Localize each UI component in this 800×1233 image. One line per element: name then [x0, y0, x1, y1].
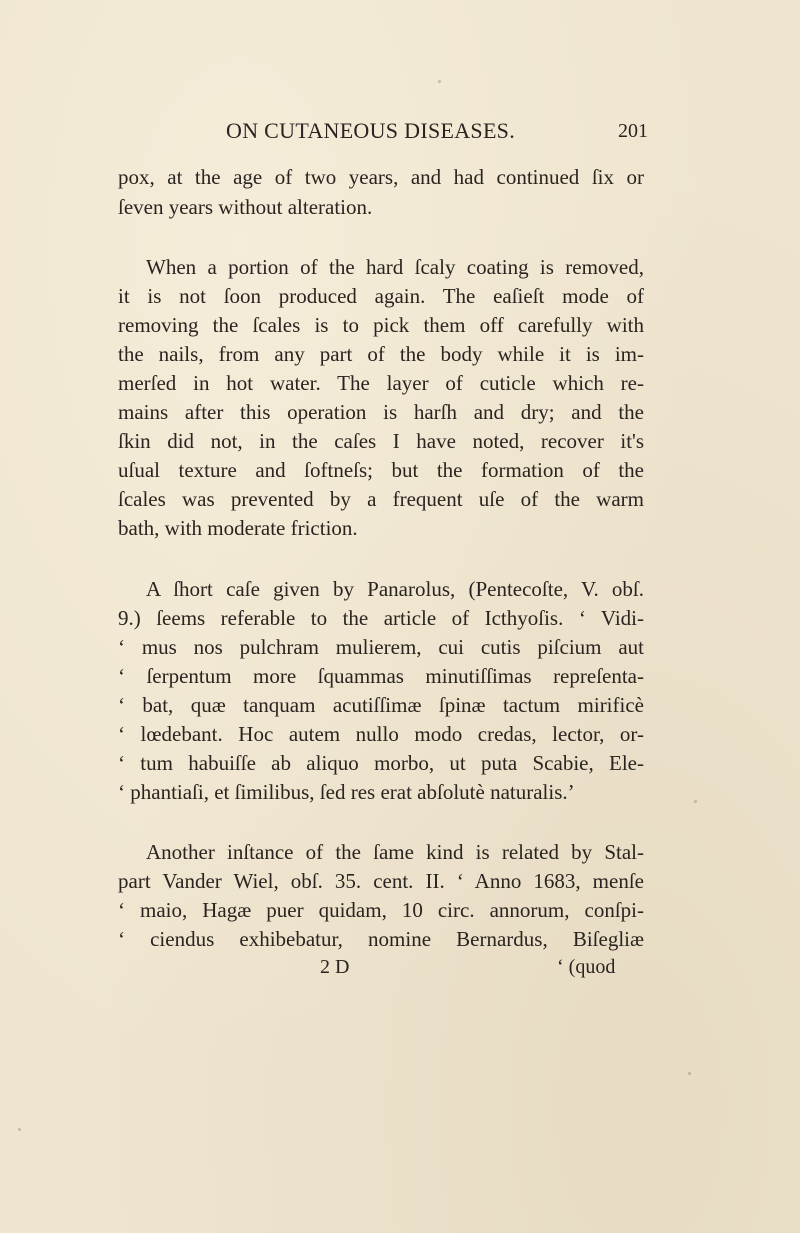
text-line: pox, at the age of two years, and had continued ſix or: [118, 165, 644, 189]
text-line: ſcales was prevented by a frequent uſe of the warm: [118, 487, 644, 511]
text-line: When a portion of the hard ſcaly coating is removed,: [146, 255, 644, 279]
paper-speck: [18, 1128, 21, 1131]
text-line: ‘ bat, quæ tanquam acutiſſimæ ſpinæ tactum mirificè: [118, 693, 644, 717]
paper-speck: [688, 1072, 691, 1075]
page-number: 201: [618, 120, 648, 142]
text-line: Another inſtance of the ſame kind is related by Stal-: [146, 840, 644, 864]
text-line: A ſhort caſe given by Panarolus, (Pentecoſte, V. obſ.: [146, 577, 644, 601]
text-line: uſual texture and ſoftneſs; but the formation of the: [118, 458, 644, 482]
text-line: it is not ſoon produced again. The eaſieſt mode of: [118, 284, 644, 308]
text-line: part Vander Wiel, obſ. 35. cent. II. ‘ Anno 1683, menſe: [118, 869, 644, 893]
text-line: ‘ tum habuiſſe ab aliquo morbo, ut puta Scabie, Ele-: [118, 751, 644, 775]
text-line: ‘ mus nos pulchram mulierem, cui cutis piſcium aut: [118, 635, 644, 659]
text-line: bath, with moderate friction.: [118, 516, 358, 540]
text-line: ‘ maio, Hagæ puer quidam, 10 circ. annorum, conſpi-: [118, 898, 644, 922]
paper-speck: [694, 800, 697, 803]
running-head: [118, 118, 648, 148]
running-title: ON CUTANEOUS DISEASES.: [226, 118, 516, 143]
text-line: ‘ lœdebant. Hoc autem nullo modo credas, lector, or-: [118, 722, 644, 746]
text-line: ſkin did not, in the caſes I have noted, recover it's: [118, 429, 644, 453]
paper-speck: [438, 80, 441, 83]
text-line: merſed in hot water. The layer of cuticle which re-: [118, 371, 644, 395]
catchword: ‘ (quod: [557, 956, 616, 978]
text-line: 9.) ſeems referable to the article of Icthyoſis. ‘ Vidi-: [118, 606, 644, 630]
text-line: removing the ſcales is to pick them off carefully with: [118, 313, 644, 337]
text-line: ‘ ciendus exhibebatur, nomine Bernardus, Biſegliæ: [118, 927, 644, 951]
signature-mark: 2 D: [320, 956, 350, 978]
text-line: ‘ ſerpentum more ſquammas minutiſſimas repreſenta-: [118, 664, 644, 688]
text-line: ‘ phantiaſi, et ſimilibus, ſed res erat abſolutè naturalis.’: [118, 780, 575, 804]
text-line: the nails, from any part of the body while it is im-: [118, 342, 644, 366]
text-line: ſeven years without alteration.: [118, 195, 373, 219]
text-line: mains after this operation is harſh and dry; and the: [118, 400, 644, 424]
